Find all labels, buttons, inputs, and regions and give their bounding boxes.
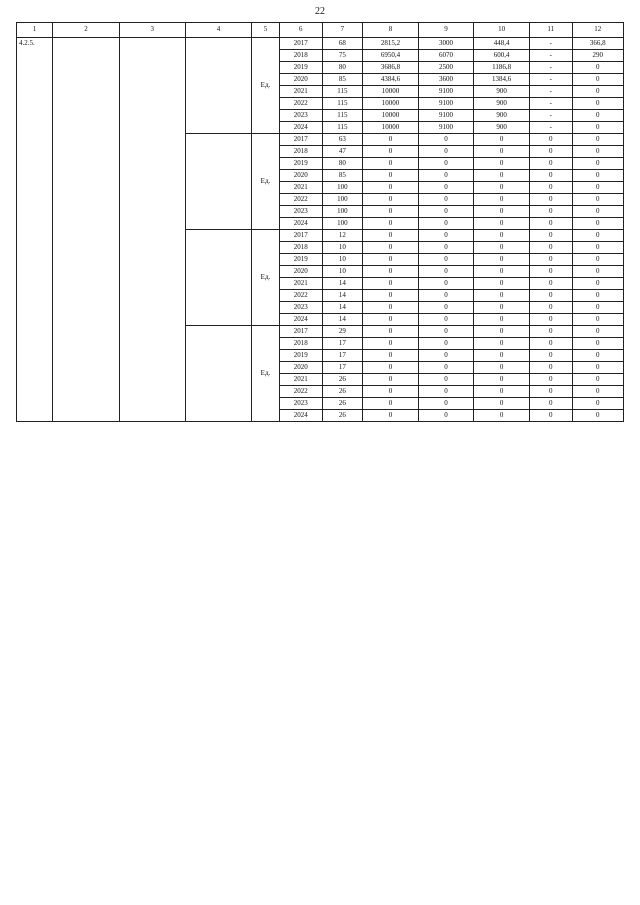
value-cell-c11: - [529, 38, 572, 50]
value-cell-c9: 0 [418, 326, 474, 338]
value-cell-c8: 0 [363, 278, 419, 290]
value-cell-c9: 3600 [418, 74, 474, 86]
value-cell-c7: 14 [322, 278, 363, 290]
indicator-name [185, 38, 251, 134]
value-cell-c11: 0 [529, 410, 572, 422]
year-cell: 2017 [279, 134, 322, 146]
year-cell: 2023 [279, 302, 322, 314]
value-cell-c7: 26 [322, 410, 363, 422]
value-cell-c10: 0 [474, 398, 530, 410]
year-cell: 2021 [279, 374, 322, 386]
value-cell-c11: - [529, 74, 572, 86]
column-header: 9 [418, 23, 474, 38]
table-row [17, 38, 624, 50]
value-cell-c12: 0 [572, 206, 623, 218]
value-cell-c12: 0 [572, 182, 623, 194]
value-cell-c11: 0 [529, 326, 572, 338]
year-cell: 2021 [279, 86, 322, 98]
value-cell-c10: 0 [474, 278, 530, 290]
indicator-name [185, 326, 251, 422]
value-cell-c7: 63 [322, 134, 363, 146]
value-cell-c11: 0 [529, 194, 572, 206]
value-cell-c10: 0 [474, 266, 530, 278]
value-cell-c7: 10 [322, 242, 363, 254]
value-cell-c11: 0 [529, 254, 572, 266]
value-cell-c7: 100 [322, 182, 363, 194]
year-cell: 2024 [279, 314, 322, 326]
measure-description [53, 38, 119, 422]
year-cell: 2021 [279, 278, 322, 290]
value-cell-c12: 0 [572, 314, 623, 326]
value-cell-c7: 100 [322, 218, 363, 230]
value-cell-c10: 0 [474, 314, 530, 326]
value-cell-c12: 0 [572, 302, 623, 314]
value-cell-c10: 448,4 [474, 38, 530, 50]
year-cell: 2017 [279, 326, 322, 338]
value-cell-c8: 0 [363, 242, 419, 254]
value-cell-c10: 0 [474, 290, 530, 302]
value-cell-c10: 0 [474, 146, 530, 158]
value-cell-c8: 0 [363, 134, 419, 146]
value-cell-c9: 0 [418, 146, 474, 158]
value-cell-c10: 0 [474, 362, 530, 374]
unit-cell: Ед. [252, 38, 280, 134]
value-cell-c12: 0 [572, 74, 623, 86]
year-cell: 2022 [279, 98, 322, 110]
value-cell-c8: 4384,6 [363, 74, 419, 86]
value-cell-c9: 9100 [418, 98, 474, 110]
value-cell-c7: 26 [322, 398, 363, 410]
value-cell-c7: 17 [322, 350, 363, 362]
year-cell: 2022 [279, 386, 322, 398]
value-cell-c9: 0 [418, 338, 474, 350]
value-cell-c11: 0 [529, 158, 572, 170]
value-cell-c9: 3000 [418, 38, 474, 50]
value-cell-c9: 0 [418, 218, 474, 230]
value-cell-c8: 0 [363, 326, 419, 338]
year-cell: 2024 [279, 218, 322, 230]
value-cell-c9: 2500 [418, 62, 474, 74]
value-cell-c11: 0 [529, 314, 572, 326]
value-cell-c12: 0 [572, 338, 623, 350]
column-header: 11 [529, 23, 572, 38]
value-cell-c11: 0 [529, 170, 572, 182]
value-cell-c9: 9100 [418, 110, 474, 122]
value-cell-c9: 9100 [418, 86, 474, 98]
value-cell-c11: 0 [529, 398, 572, 410]
value-cell-c9: 0 [418, 182, 474, 194]
value-cell-c12: 0 [572, 146, 623, 158]
column-header: 1 [17, 23, 53, 38]
value-cell-c7: 14 [322, 290, 363, 302]
value-cell-c9: 0 [418, 302, 474, 314]
value-cell-c8: 0 [363, 170, 419, 182]
value-cell-c8: 0 [363, 218, 419, 230]
value-cell-c7: 85 [322, 74, 363, 86]
value-cell-c9: 0 [418, 398, 474, 410]
unit-cell: Ед. [252, 230, 280, 326]
value-cell-c11: 0 [529, 134, 572, 146]
value-cell-c9: 0 [418, 266, 474, 278]
value-cell-c12: 0 [572, 170, 623, 182]
value-cell-c8: 0 [363, 362, 419, 374]
value-cell-c11: 0 [529, 362, 572, 374]
value-cell-c12: 0 [572, 62, 623, 74]
value-cell-c9: 0 [418, 158, 474, 170]
value-cell-c7: 80 [322, 158, 363, 170]
value-cell-c12: 0 [572, 158, 623, 170]
column-header: 2 [53, 23, 119, 38]
value-cell-c7: 68 [322, 38, 363, 50]
year-cell: 2018 [279, 242, 322, 254]
value-cell-c11: 0 [529, 290, 572, 302]
year-cell: 2023 [279, 206, 322, 218]
value-cell-c11: 0 [529, 182, 572, 194]
value-cell-c11: 0 [529, 302, 572, 314]
value-cell-c10: 0 [474, 206, 530, 218]
value-cell-c12: 0 [572, 350, 623, 362]
value-cell-c8: 3686,8 [363, 62, 419, 74]
value-cell-c12: 0 [572, 110, 623, 122]
year-cell: 2017 [279, 230, 322, 242]
value-cell-c8: 0 [363, 374, 419, 386]
value-cell-c10: 0 [474, 194, 530, 206]
year-cell: 2022 [279, 194, 322, 206]
value-cell-c10: 0 [474, 326, 530, 338]
value-cell-c10: 0 [474, 410, 530, 422]
value-cell-c8: 10000 [363, 110, 419, 122]
value-cell-c12: 0 [572, 398, 623, 410]
year-cell: 2020 [279, 266, 322, 278]
value-cell-c12: 0 [572, 290, 623, 302]
value-cell-c8: 0 [363, 302, 419, 314]
value-cell-c9: 0 [418, 242, 474, 254]
value-cell-c8: 0 [363, 386, 419, 398]
value-cell-c7: 10 [322, 266, 363, 278]
value-cell-c7: 26 [322, 374, 363, 386]
value-cell-c9: 0 [418, 278, 474, 290]
year-cell: 2019 [279, 62, 322, 74]
value-cell-c8: 0 [363, 230, 419, 242]
value-cell-c11: 0 [529, 338, 572, 350]
value-cell-c11: 0 [529, 374, 572, 386]
value-cell-c10: 900 [474, 86, 530, 98]
column-header: 10 [474, 23, 530, 38]
year-cell: 2020 [279, 74, 322, 86]
value-cell-c7: 17 [322, 338, 363, 350]
value-cell-c11: 0 [529, 278, 572, 290]
value-cell-c8: 0 [363, 182, 419, 194]
year-cell: 2021 [279, 182, 322, 194]
value-cell-c9: 0 [418, 254, 474, 266]
value-cell-c8: 0 [363, 146, 419, 158]
value-cell-c12: 0 [572, 122, 623, 134]
responsible-executor [119, 38, 185, 422]
year-cell: 2023 [279, 398, 322, 410]
year-cell: 2018 [279, 146, 322, 158]
value-cell-c10: 0 [474, 302, 530, 314]
value-cell-c12: 0 [572, 98, 623, 110]
value-cell-c8: 0 [363, 350, 419, 362]
value-cell-c9: 0 [418, 230, 474, 242]
value-cell-c7: 14 [322, 314, 363, 326]
value-cell-c10: 1384,6 [474, 74, 530, 86]
value-cell-c7: 17 [322, 362, 363, 374]
value-cell-c8: 0 [363, 410, 419, 422]
value-cell-c7: 29 [322, 326, 363, 338]
value-cell-c12: 0 [572, 134, 623, 146]
value-cell-c11: - [529, 50, 572, 62]
value-cell-c11: 0 [529, 350, 572, 362]
value-cell-c11: - [529, 110, 572, 122]
value-cell-c8: 0 [363, 254, 419, 266]
indicator-name [185, 230, 251, 326]
value-cell-c10: 0 [474, 134, 530, 146]
year-cell: 2019 [279, 254, 322, 266]
year-cell: 2019 [279, 350, 322, 362]
value-cell-c9: 0 [418, 362, 474, 374]
value-cell-c7: 115 [322, 110, 363, 122]
value-cell-c7: 115 [322, 86, 363, 98]
year-cell: 2020 [279, 170, 322, 182]
value-cell-c10: 600,4 [474, 50, 530, 62]
value-cell-c8: 6950,4 [363, 50, 419, 62]
page-number: 22 [315, 6, 325, 17]
year-cell: 2018 [279, 338, 322, 350]
value-cell-c10: 900 [474, 122, 530, 134]
value-cell-c9: 0 [418, 134, 474, 146]
value-cell-c11: 0 [529, 230, 572, 242]
value-cell-c10: 0 [474, 374, 530, 386]
value-cell-c12: 0 [572, 386, 623, 398]
value-cell-c10: 0 [474, 254, 530, 266]
value-cell-c12: 0 [572, 374, 623, 386]
column-header: 12 [572, 23, 623, 38]
value-cell-c9: 0 [418, 170, 474, 182]
value-cell-c9: 0 [418, 194, 474, 206]
value-cell-c8: 10000 [363, 98, 419, 110]
table-sheet [16, 22, 624, 892]
program-indicators-table [16, 22, 624, 422]
value-cell-c11: - [529, 98, 572, 110]
value-cell-c12: 0 [572, 242, 623, 254]
value-cell-c12: 0 [572, 194, 623, 206]
value-cell-c10: 0 [474, 158, 530, 170]
value-cell-c12: 0 [572, 326, 623, 338]
value-cell-c12: 0 [572, 278, 623, 290]
value-cell-c11: 0 [529, 266, 572, 278]
value-cell-c10: 0 [474, 350, 530, 362]
year-cell: 2020 [279, 362, 322, 374]
column-header: 7 [322, 23, 363, 38]
value-cell-c7: 115 [322, 122, 363, 134]
value-cell-c9: 0 [418, 314, 474, 326]
value-cell-c10: 1186,8 [474, 62, 530, 74]
value-cell-c7: 100 [322, 206, 363, 218]
column-header: 3 [119, 23, 185, 38]
value-cell-c9: 0 [418, 206, 474, 218]
value-cell-c12: 0 [572, 410, 623, 422]
value-cell-c7: 115 [322, 98, 363, 110]
value-cell-c9: 0 [418, 290, 474, 302]
year-cell: 2024 [279, 410, 322, 422]
unit-cell: Ед. [252, 326, 280, 422]
value-cell-c11: 0 [529, 386, 572, 398]
value-cell-c7: 14 [322, 302, 363, 314]
value-cell-c7: 12 [322, 230, 363, 242]
value-cell-c8: 0 [363, 266, 419, 278]
value-cell-c7: 10 [322, 254, 363, 266]
value-cell-c8: 0 [363, 206, 419, 218]
value-cell-c11: - [529, 122, 572, 134]
value-cell-c8: 10000 [363, 86, 419, 98]
value-cell-c12: 0 [572, 266, 623, 278]
year-cell: 2024 [279, 122, 322, 134]
year-cell: 2018 [279, 50, 322, 62]
value-cell-c10: 0 [474, 386, 530, 398]
value-cell-c12: 0 [572, 230, 623, 242]
value-cell-c7: 47 [322, 146, 363, 158]
value-cell-c12: 0 [572, 218, 623, 230]
year-cell: 2019 [279, 158, 322, 170]
value-cell-c12: 290 [572, 50, 623, 62]
value-cell-c9: 6070 [418, 50, 474, 62]
value-cell-c8: 0 [363, 338, 419, 350]
value-cell-c10: 0 [474, 230, 530, 242]
value-cell-c8: 0 [363, 194, 419, 206]
value-cell-c7: 26 [322, 386, 363, 398]
value-cell-c11: 0 [529, 146, 572, 158]
value-cell-c12: 0 [572, 254, 623, 266]
value-cell-c12: 0 [572, 362, 623, 374]
value-cell-c11: - [529, 62, 572, 74]
value-cell-c11: 0 [529, 242, 572, 254]
column-header: 6 [279, 23, 322, 38]
value-cell-c10: 900 [474, 110, 530, 122]
value-cell-c9: 0 [418, 350, 474, 362]
value-cell-c10: 900 [474, 98, 530, 110]
unit-cell: Ед. [252, 134, 280, 230]
column-number-row [17, 23, 624, 38]
value-cell-c7: 85 [322, 170, 363, 182]
column-header: 8 [363, 23, 419, 38]
value-cell-c7: 80 [322, 62, 363, 74]
value-cell-c10: 0 [474, 242, 530, 254]
value-cell-c9: 0 [418, 386, 474, 398]
value-cell-c10: 0 [474, 218, 530, 230]
value-cell-c11: 0 [529, 206, 572, 218]
column-header: 4 [185, 23, 251, 38]
value-cell-c7: 100 [322, 194, 363, 206]
value-cell-c12: 0 [572, 86, 623, 98]
value-cell-c8: 0 [363, 290, 419, 302]
table-body [17, 38, 624, 422]
row-number: 4.2.5. [17, 38, 53, 422]
value-cell-c10: 0 [474, 338, 530, 350]
year-cell: 2017 [279, 38, 322, 50]
value-cell-c8: 0 [363, 398, 419, 410]
value-cell-c10: 0 [474, 170, 530, 182]
value-cell-c8: 2815,2 [363, 38, 419, 50]
year-cell: 2023 [279, 110, 322, 122]
value-cell-c10: 0 [474, 182, 530, 194]
value-cell-c11: - [529, 86, 572, 98]
value-cell-c8: 10000 [363, 122, 419, 134]
value-cell-c9: 9100 [418, 122, 474, 134]
value-cell-c9: 0 [418, 374, 474, 386]
value-cell-c8: 0 [363, 314, 419, 326]
value-cell-c11: 0 [529, 218, 572, 230]
value-cell-c8: 0 [363, 158, 419, 170]
value-cell-c9: 0 [418, 410, 474, 422]
column-header: 5 [252, 23, 280, 38]
value-cell-c12: 366,8 [572, 38, 623, 50]
value-cell-c7: 75 [322, 50, 363, 62]
indicator-name [185, 134, 251, 230]
year-cell: 2022 [279, 290, 322, 302]
